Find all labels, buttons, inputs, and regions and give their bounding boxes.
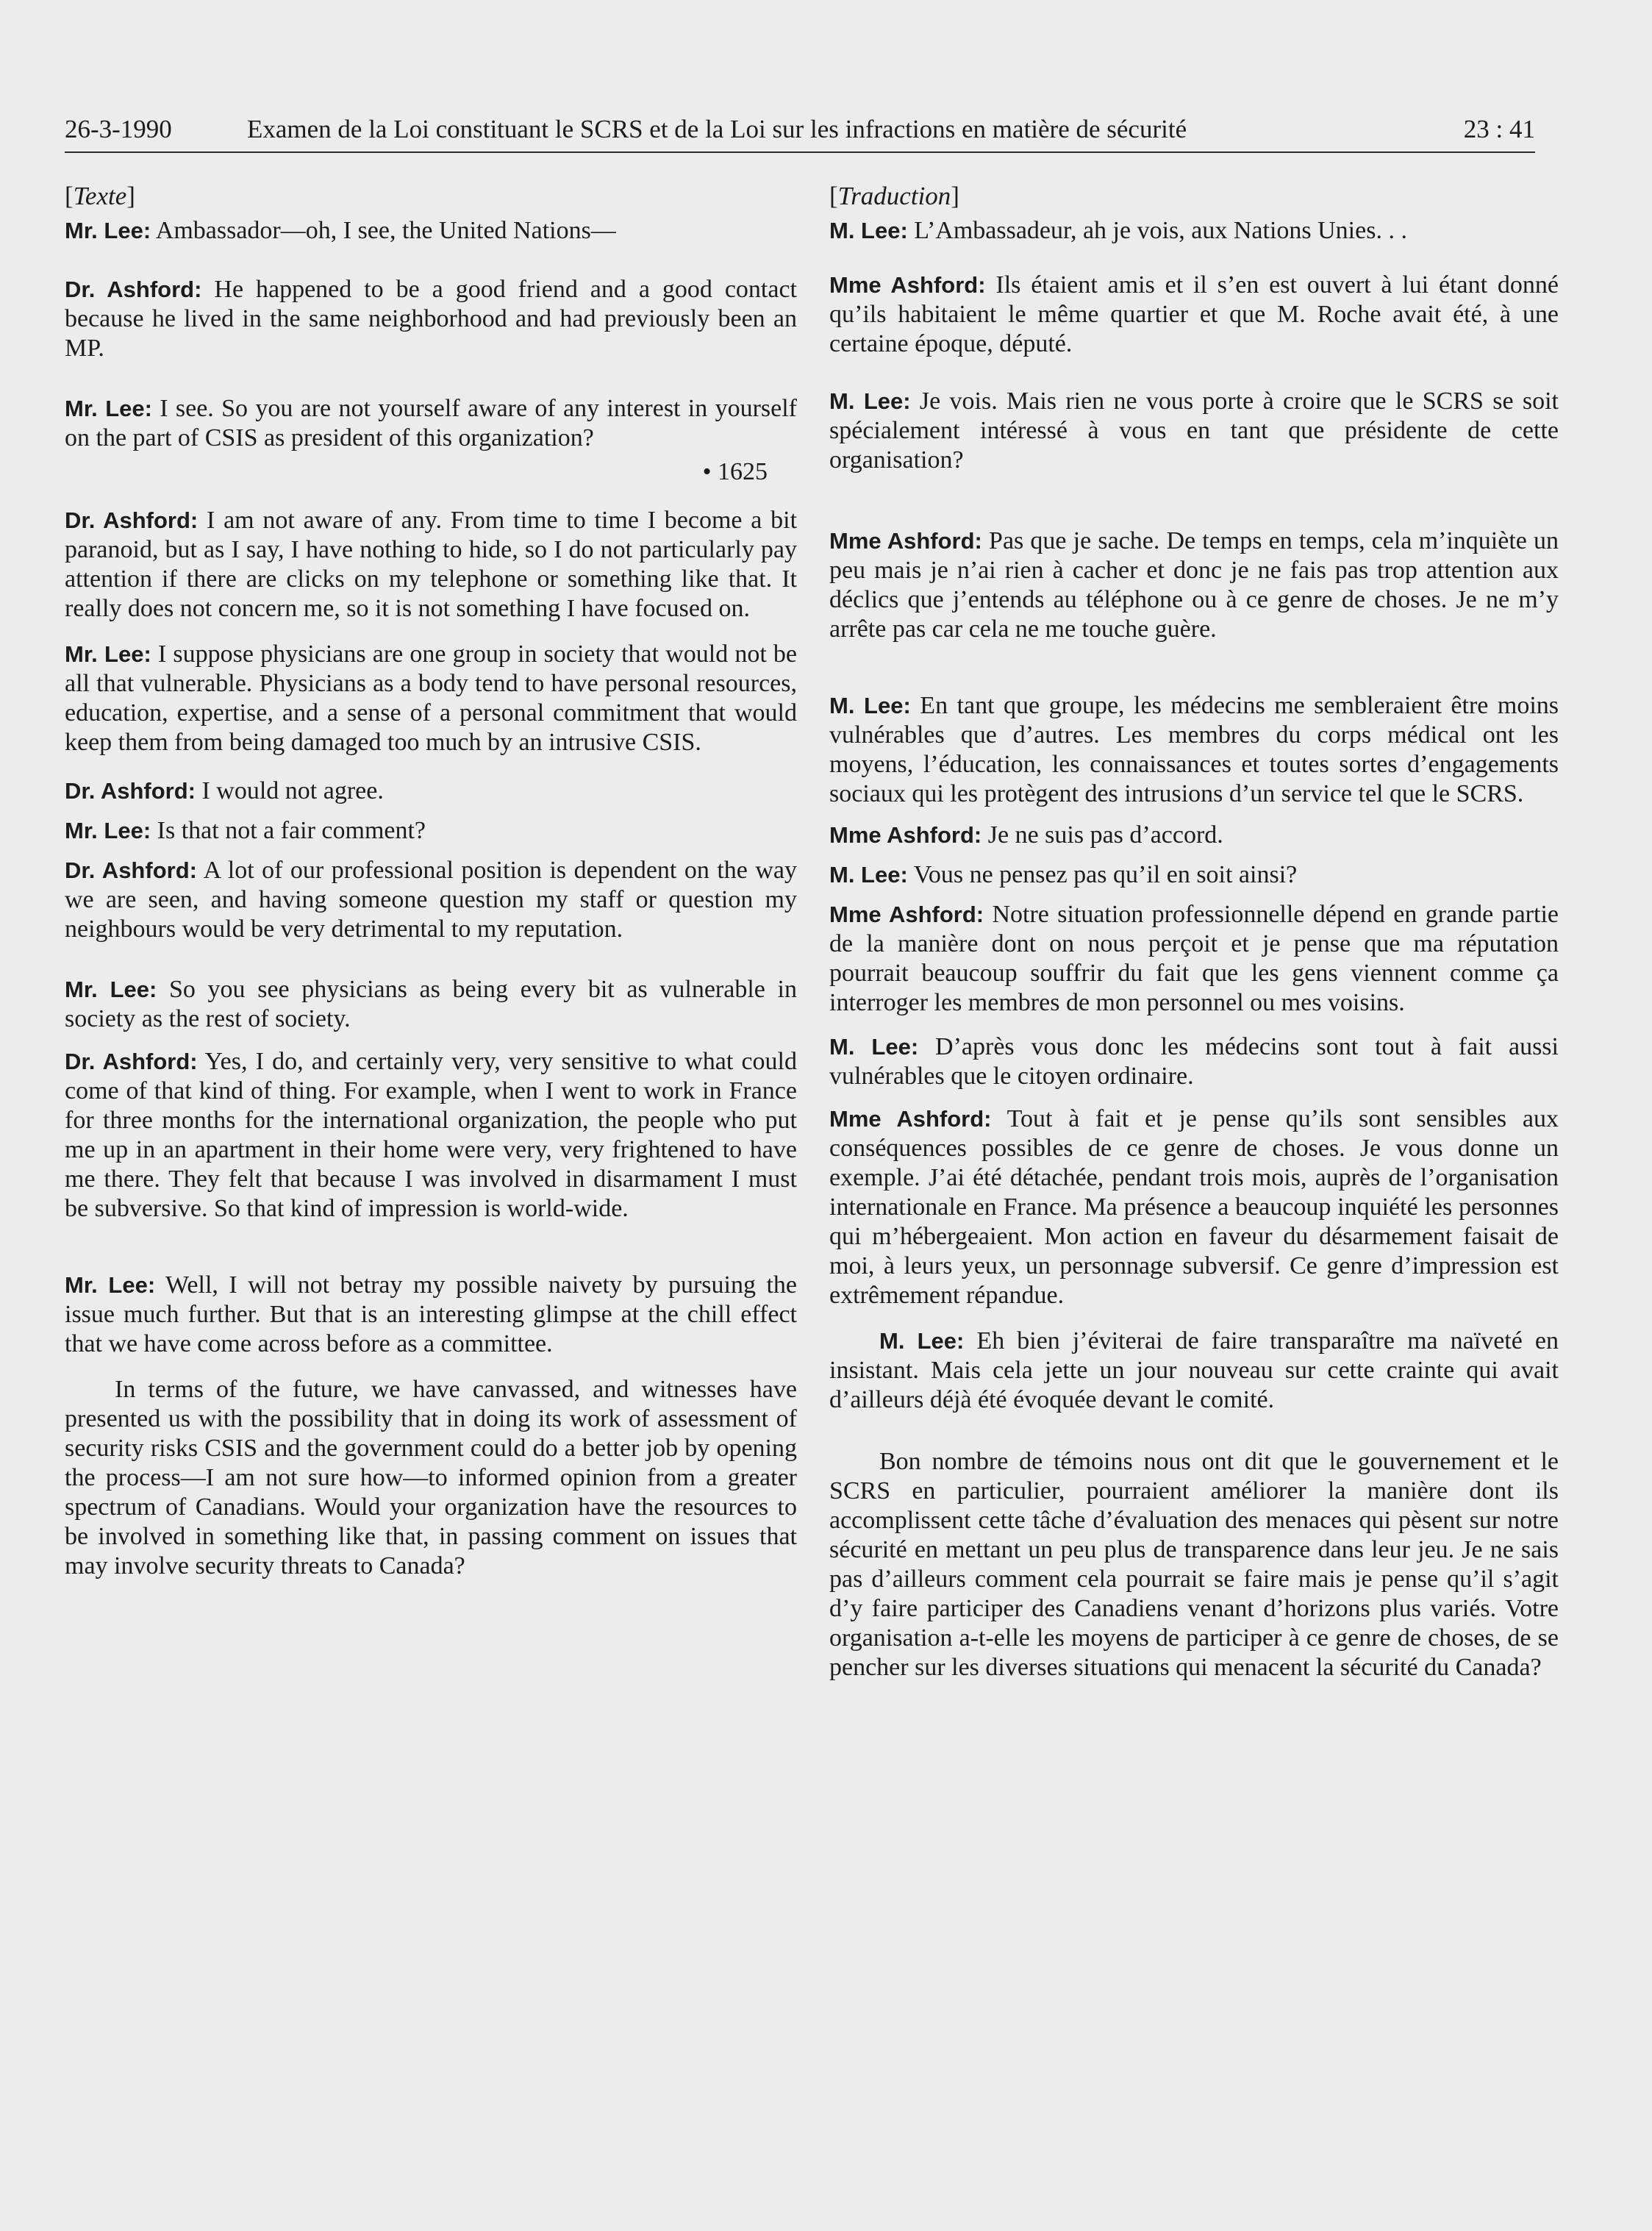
speaker-name: Mme Ashford: [829,822,982,848]
speaker-name: Mr. Lee: [65,977,157,1002]
paragraph [829,691,1559,809]
speaker-name: Mme Ashford: [829,528,982,554]
speech-text: Eh bien j’éviterai de faire transparaître ma naïveté en insistant. Mais cela jette un jour nouveau sur cette crainte qui avait d’ailleurs déjà été évoquée devant le comité. [829,1327,1559,1413]
speech-text: Pas que je sache. De temps en temps, cela m’inquiète un peu mais je n’ai rien à cacher et donc je ne fais pas trop attention aux déclics que j’entends au téléphone ou à ce genre de choses. Je ne m’y arrête pas car cela ne me touche guère. [829,527,1559,643]
paragraph [65,506,797,624]
paragraph [65,816,797,846]
speaker-name: M. Lee: [829,1034,919,1060]
french-column [829,178,1559,1682]
speech-text: Vous ne pensez pas qu’il en soit ainsi? [913,861,1298,888]
speech-text: I am not aware of any. From time to time I become a bit paranoid, but as I say, I have nothing to hide, so I do not particularly pay attention if there are clicks on my telephone or something like that. It really does not concern me, so it is not something I have focused on. [65,507,798,622]
paragraph [65,216,797,246]
speaker-name: M. Lee: [879,1328,965,1354]
speaker-name: Dr. Ashford: [65,276,202,302]
speech-text: Tout à fait et je pense qu’ils sont sensibles aux conséquences possibles de ce genre de choses. Je vous donne un exemple. J’ai été détachée, pendant trois mois, auprès de l’organisation internationale en France. Ma présence a beaucoup inquiété les personnes qui m’hébergeaient. Mon action en faveur du désarmement faisait de moi, à leurs yeux, un personnage subversif. Ce genre d’impression est extrêmement répandue. [829,1105,1559,1309]
paragraph [829,1447,1559,1682]
paragraph [829,387,1559,475]
paragraph [65,975,797,1034]
speech-text: A lot of our professional position is dependent on the way we are seen, and having someone question my staff or question my neighbours would be very detrimental to my reputation. [65,857,798,943]
speech-text: Yes, I do, and certainly very, very sensitive to what could come of that kind of thing. For example, when I went to work in France for three months for the international organization, the people who put me up in an apartment in their home were very, very frightened to have me there. They felt that because I was involved in disarmament I must be subversive. So that kind of impression is world-wide. [65,1048,797,1222]
paragraph [65,1375,797,1581]
speaker-name: M. Lee: [829,693,911,718]
speech-text: Ils étaient amis et il s’en est ouvert à lui étant donné qu’ils habitaient le même quartier et que M. Roche avait été, à une certaine époque, député. [829,271,1559,357]
paragraph [65,1271,797,1359]
paragraph [829,1327,1559,1415]
speaker-name: Mr. Lee: [65,818,151,843]
speech-text: D’après vous donc les médecins sont tout à fait aussi vulnérables que le citoyen ordinaire. [829,1033,1559,1090]
paragraph [829,271,1559,359]
header-title: Examen de la Loi constituant le SCRS et de la Loi sur les infractions en matière de sécurité [247,115,1187,143]
english-column [65,178,797,1581]
paragraph [829,900,1559,1018]
speaker-name: Mr. Lee: [65,641,151,667]
traduction-marker: [Traduction] [829,182,959,210]
paragraph [829,1032,1559,1091]
texte-marker-label: Texte [73,182,127,210]
running-header [65,110,1535,153]
speaker-name: Dr. Ashford: [65,778,196,804]
paragraph [65,856,797,944]
speech-text: Notre situation professionnelle dépend en grande partie de la manière dont on nous perçoit et je pense que ma réputation pourrait beaucoup souffrir du fait que les gens viennent comme ça interroger les membres de mon personnel ou mes voisins. [829,901,1559,1016]
speech-text: Ambassador—oh, I see, the United Nations— [155,217,616,244]
speech-text: Well, I will not betray my possible naivety by pursuing the issue much further. But that is an interesting glimpse at the chill effect that we have come across before as a committee. [65,1271,798,1357]
speech-text: Is that not a fair comment? [157,817,426,844]
speaker-name: Mr. Lee: [65,396,152,421]
speaker-name: M. Lee: [829,218,908,243]
paragraph [65,275,797,363]
speech-text: I would not agree. [201,777,384,804]
speech-text: Je vois. Mais rien ne vous porte à croire que le SCRS se soit spécialement intéressé à vous en tant que présidente de cette organisation? [829,388,1559,474]
paragraph [829,821,1559,850]
speech-text: L’Ambassadeur, ah je vois, aux Nations Unies. . . [914,217,1407,244]
paragraph [829,526,1559,644]
speaker-name: Mr. Lee: [65,218,151,243]
speech-text: In terms of the future, we have canvassed, and witnesses have presented us with the possibility that in doing its work of assessment of security risks CSIS and the government could do a better job by opening the process—I am not sure how—to informed opinion from a greater spectrum of Canadians. Would your organization have the resources to be involved in something like that, in passing comment on issues that may involve security threats to Canada? [65,1376,797,1579]
speech-text: Je ne suis pas d’accord. [987,821,1223,849]
speech-text: Bon nombre de témoins nous ont dit que le gouvernement et le SCRS en particulier, pourraient améliorer la manière dont ils accomplissent cette tâche d’évaluation des menaces qui pèsent sur notre sécurité en mettant un peu plus de transparence dans leur jeu. Je ne sais pas d’ailleurs comment cela pourrait se faire mais je pense qu’il s’agit d’y faire participer des Canadiens venant d’horizons plus variés. Votre organisation a-t-elle les moyens de participer à ce genre de choses, de se pencher sur les diverses situations qui menacent la sécurité du Canada? [829,1448,1559,1681]
paragraph [829,1104,1559,1310]
speaker-name: Mme Ashford: [829,272,986,298]
paragraph [829,860,1559,890]
speech-text: I suppose physicians are one group in society that would not be all that vulnerable. Physicians as a body tend to have personal resources, education, expertise, and a sense of a personal commitment that would keep them from being damaged too much by an intrusive CSIS. [65,640,797,756]
speaker-name: M. Lee: [829,862,908,888]
header-page-number: 23 : 41 [1463,115,1535,143]
speaker-name: Mme Ashford: [829,902,984,927]
speech-text: So you see physicians as being every bit as vulnerable in society as the rest of society. [65,976,797,1032]
speaker-name: Dr. Ashford: [65,1049,198,1074]
speech-text: En tant que groupe, les médecins me sembleraient être moins vulnérables que d’autres. Les membres du corps médical ont les moyens, l’éducation, les connaissances et toutes sortes d’engagements sociaux qui les protègent des intrusions d’un service tel que le SCRS. [829,692,1559,807]
speech-text: I see. So you are not yourself aware of any interest in yourself on the part of CSIS as president of this organization? [65,395,797,451]
speaker-name: M. Lee: [829,388,911,414]
header-date: 26-3-1990 [65,115,172,143]
timestamp: • 1625 [702,458,768,485]
paragraph [65,640,797,757]
paragraph [65,1047,797,1224]
speaker-name: Dr. Ashford: [65,507,199,533]
paragraph [65,394,797,453]
speech-text: He happened to be a good friend and a good contact because he lived in the same neighborhood and had previously been an MP. [65,276,798,362]
texte-marker: [Texte] [65,182,135,210]
speaker-name: Dr. Ashford: [65,857,197,883]
traduction-marker-label: Traduction [837,182,951,210]
speaker-name: Mr. Lee: [65,1272,156,1298]
speaker-name: Mme Ashford: [829,1106,992,1132]
paragraph [65,777,797,806]
paragraph [829,216,1559,246]
